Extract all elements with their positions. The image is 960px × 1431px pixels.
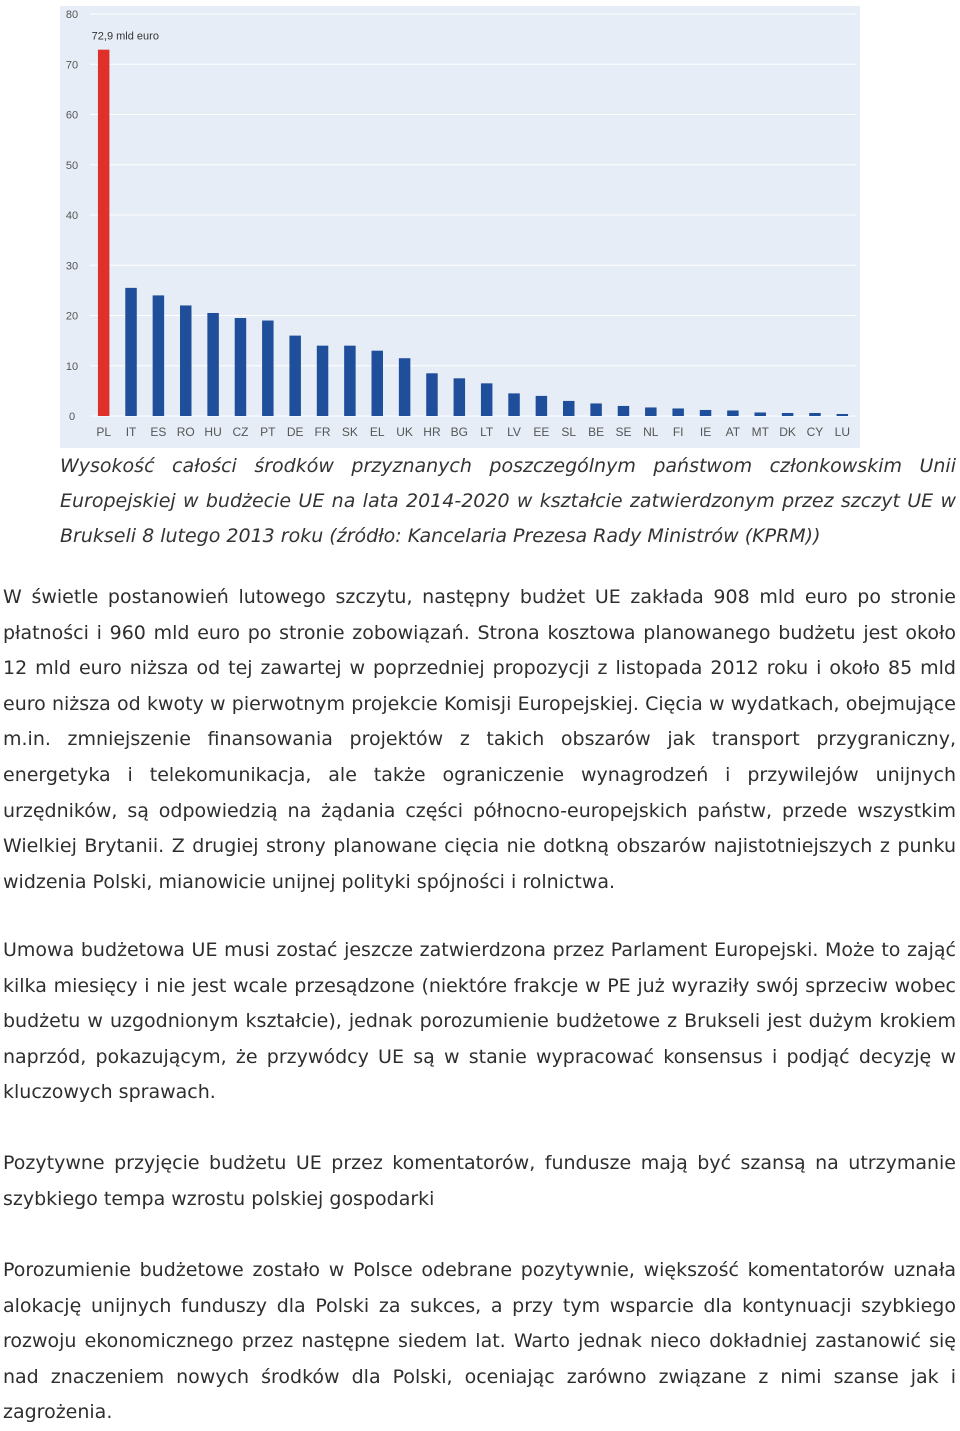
x-tick-label: HR <box>423 425 441 439</box>
bar-lu <box>837 414 848 416</box>
annotation-label: 72,9 mld euro <box>91 30 159 43</box>
x-tick-label: LV <box>507 425 521 439</box>
x-tick-label: AT <box>725 425 741 439</box>
x-tick-label: BG <box>450 425 468 439</box>
x-tick-label: UK <box>396 425 413 439</box>
x-tick-label: SK <box>341 425 358 439</box>
country-allocation-chart <box>60 6 860 448</box>
paragraph-commentators: Pozytywne przyjęcie budżetu UE przez komentatorów, fundusze mają być szansą na utrzymanie szybkiego tempa wzrostu polskiej gospodarki <box>3 1152 956 1210</box>
bar-de <box>289 336 300 416</box>
bar-hr <box>426 373 437 416</box>
bar-es <box>153 295 164 416</box>
bar-it <box>125 288 136 416</box>
x-tick-label: PT <box>260 425 276 439</box>
bar-ie <box>700 410 711 416</box>
y-tick-label: 30 <box>65 260 79 273</box>
bar-fi <box>672 408 683 416</box>
x-tick-label: SL <box>561 425 577 439</box>
y-tick-label: 50 <box>65 159 79 172</box>
y-tick-label: 20 <box>65 310 79 323</box>
bar-hu <box>207 313 218 416</box>
bar-chart-svg <box>60 6 860 448</box>
x-tick-label: MT <box>751 425 769 439</box>
bar-cy <box>809 413 820 416</box>
y-tick-label: 40 <box>65 210 79 222</box>
bar-uk <box>399 358 410 416</box>
bar-fr <box>317 346 328 416</box>
x-tick-label: FI <box>672 425 684 439</box>
x-tick-label: CZ <box>232 425 249 439</box>
x-tick-label: LT <box>480 425 494 439</box>
y-tick-label: 80 <box>65 9 79 21</box>
x-tick-label: EE <box>533 425 550 439</box>
x-tick-label: PL <box>96 425 112 439</box>
x-tick-label: BE <box>588 425 605 439</box>
bar-at <box>727 410 738 416</box>
x-tick-label: ES <box>150 425 167 439</box>
x-tick-label: EL <box>369 425 385 439</box>
bar-lt <box>481 383 492 416</box>
x-tick-label: IT <box>125 425 137 439</box>
x-tick-label: HU <box>204 425 222 439</box>
paragraph-parliament-approval: Umowa budżetowa UE musi zostać jeszcze zatwierdzona przez Parlament Europejski. Może to zająć kilka miesięcy i nie jest wcale przesądzone (niektóre frakcje w PE już wyraziły swój sprzeciw wobec budżetu w uzgodnionym kształcie), jednak porozumienie budżetowe z Brukseli jest dużym krokiem naprzód, pokazującym, że przywódcy UE są w stanie wypracować konsensus i podjąć decyzję w kluczowych sprawach. <box>3 939 956 1104</box>
x-tick-label: FR <box>314 425 331 439</box>
bar-pl <box>98 50 109 416</box>
bar-be <box>590 403 601 416</box>
bar-se <box>618 406 629 416</box>
x-tick-label: DE <box>286 425 304 439</box>
bar-sk <box>344 346 355 416</box>
bar-nl <box>645 407 656 416</box>
bar-el <box>372 351 383 416</box>
paragraph-reception-poland: Porozumienie budżetowe zostało w Polsce odebrane pozytywnie, większość komentatorów uznała alokację unijnych funduszy dla Polski za sukces, a przy tym wsparcie dla kontynuacji szybkiego rozwoju ekonomicznego przez następne siedem lat. Warto jednak nieco dokładniej zastanowić się nad znaczeniem nowych środków dla Polski, oceniając zarówno związane z nimi szanse jak i zagrożenia. <box>3 1259 956 1424</box>
y-tick-label: 10 <box>65 360 79 373</box>
paragraph-summit-budget: W świetle postanowień lutowego szczytu, następny budżet UE zakłada 908 mld euro po stronie płatności i 960 mld euro po stronie zobowiązań. Strona kosztowa planowanego budżetu jest około 12 mld euro niższa od tej zawartej w poprzedniej propozycji z listopada 2012 roku i około 85 mld euro niższa od kwoty w pierwotnym projekcie Komisji Europejskiej. Cięcia w wydatkach, obejmujące m.in. zmniejszenie finansowania projektów z takich obszarów jak transport przygraniczny, energetyka i telekomunikacja, ale także ograniczenie wynagrodzeń i przywilejów unijnych urzędników, są odpowiedzią na żądania części północno-europejskich państw, przede wszystkim Wielkiej Brytanii. Z drugiej strony planowane cięcia nie dotkną obszarów najistotniejszych z punku widzenia Polski, mianowicie unijnej polityki spójności i rolnictwa. <box>3 586 956 893</box>
bar-sl <box>563 401 574 416</box>
bar-pt <box>262 321 273 416</box>
bar-ro <box>180 305 191 416</box>
chart-caption: Wysokość całości środków przyznanych poszczególnym państwom członkowskim Unii Europejskiej w budżecie UE na lata 2014-2020 w kształcie zatwierdzonym przez szczyt UE w Brukseli 8 lutego 2013 roku (źródło: Kancelaria Prezesa Rady Ministrów (KPRM)) <box>60 455 956 547</box>
x-tick-label: RO <box>176 425 195 439</box>
bar-mt <box>755 412 766 416</box>
x-tick-label: SE <box>615 425 632 439</box>
bar-dk <box>782 413 793 416</box>
bar-ee <box>536 396 547 416</box>
bar-bg <box>454 378 465 416</box>
x-tick-label: DK <box>779 425 796 439</box>
bar-cz <box>235 318 246 416</box>
y-tick-label: 70 <box>65 59 79 72</box>
y-tick-label: 0 <box>68 411 76 423</box>
x-tick-label: CY <box>806 425 824 439</box>
x-tick-label: IE <box>699 425 712 439</box>
y-tick-label: 60 <box>65 109 79 122</box>
bar-lv <box>508 393 519 416</box>
x-tick-label: NL <box>643 425 659 439</box>
x-tick-label: LU <box>834 425 850 439</box>
